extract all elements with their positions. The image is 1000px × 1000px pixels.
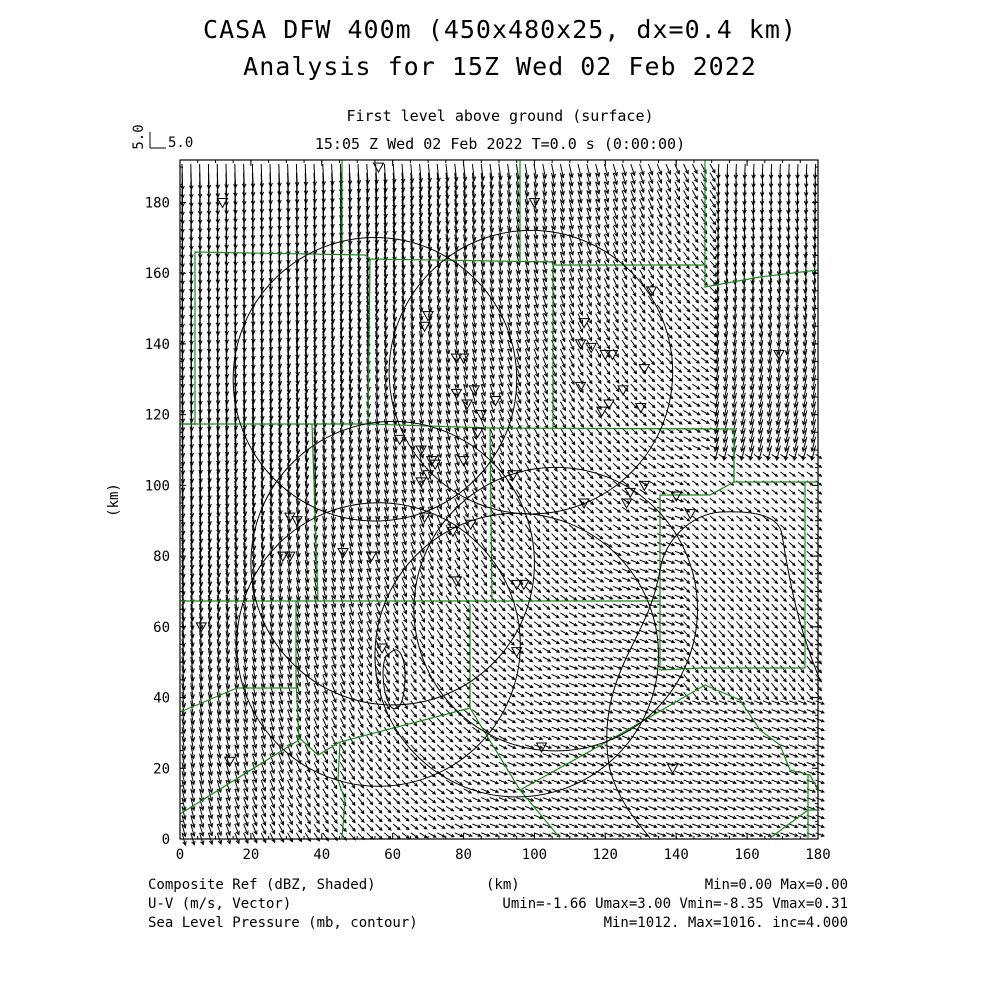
level-subtitle: First level above ground (surface): [346, 107, 654, 125]
wind-vector: [402, 762, 408, 769]
wind-vector: [420, 727, 426, 734]
wind-vector: [367, 824, 373, 831]
wind-vector: [437, 701, 443, 708]
wind-vector: [411, 762, 417, 768]
plot-title-line1: CASA DFW 400m (450x480x25, dx=0.4 km): [203, 15, 797, 44]
wind-vector: [455, 718, 462, 724]
wind-vector: [437, 718, 443, 724]
wind-vector: [455, 674, 461, 681]
wind-vector: [367, 833, 373, 839]
wind-vector: [428, 754, 435, 760]
wind-vector: [376, 806, 382, 813]
wind-vector: [446, 701, 452, 707]
wind-vector: [420, 771, 427, 777]
wind-vector: [402, 798, 409, 804]
wind-vector: [420, 736, 426, 743]
wind-vector: [455, 701, 461, 707]
wind-vector: [420, 745, 426, 751]
wind-vector: [428, 736, 434, 742]
wind-vector: [402, 789, 408, 795]
wind-vector: [376, 824, 382, 830]
wind-vector: [446, 727, 453, 733]
wind-vector: [437, 727, 443, 733]
wind-vector: [402, 771, 408, 777]
wind-vector: [411, 771, 417, 777]
wind-vector: [376, 798, 382, 805]
wind-vector: [428, 718, 434, 725]
wind-vector: [376, 815, 382, 821]
time-subtitle: 15:05 Z Wed 02 Feb 2022 T=0.0 s (0:00:00): [314, 135, 686, 153]
wind-vector: [384, 806, 390, 812]
wind-vector: [384, 798, 390, 805]
wind-vector: [384, 815, 390, 821]
wind-vector: [393, 789, 399, 795]
wind-vector: [428, 727, 434, 734]
wind-vector: [437, 745, 444, 751]
wind-vector: [384, 789, 390, 796]
wind-vector: [437, 736, 443, 742]
wind-vector: [428, 745, 434, 751]
wind-vector: [384, 824, 391, 830]
wind-vector: [367, 815, 373, 822]
wind-vector: [376, 833, 382, 839]
wind-vector: [393, 798, 399, 804]
wind-vector-field: [181, 164, 824, 845]
wind-vector: [393, 771, 399, 778]
wind-vector: [446, 718, 452, 724]
plot-title-line2: Analysis for 15Z Wed 02 Feb 2022: [243, 52, 757, 81]
wind-vector: [393, 815, 400, 821]
wind-vector: [455, 692, 461, 698]
wind-vector: [393, 806, 399, 812]
